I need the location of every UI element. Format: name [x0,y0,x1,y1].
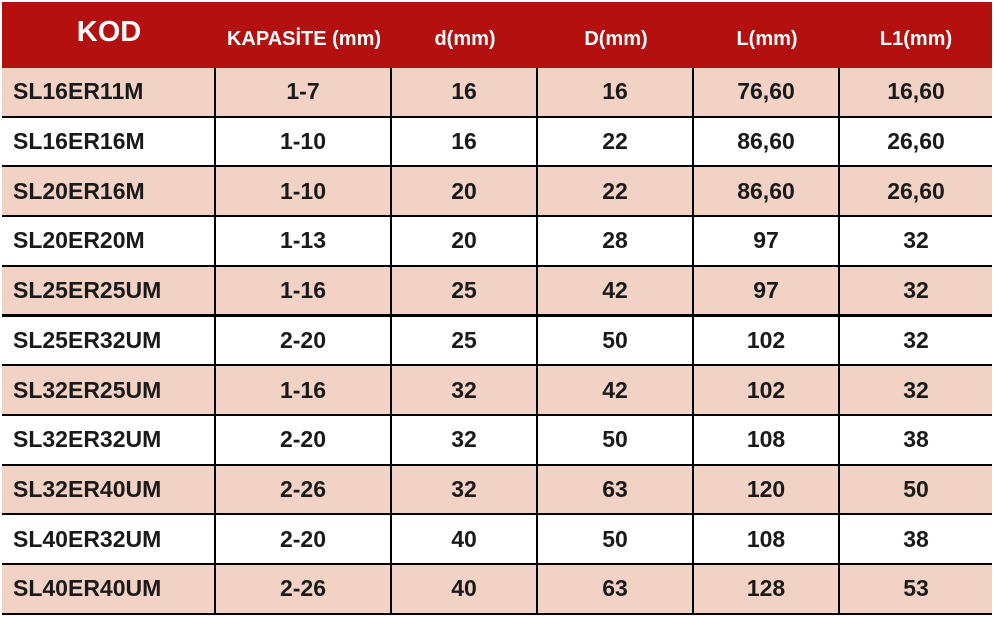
cell-L1: 26,60 [840,167,992,215]
cell-L1: 32 [840,317,992,365]
cell-code: SL40ER32UM [2,515,214,563]
cell-L1: 26,60 [840,118,992,166]
cell-L: 76,60 [694,68,838,116]
cell-D: 50 [538,416,692,464]
cell-L: 86,60 [694,167,838,215]
table-row [2,366,992,416]
cell-L1: 16,60 [840,68,992,116]
cell-code: SL25ER25UM [2,267,214,315]
cell-kapasite: 1-10 [216,167,390,215]
cell-L1: 50 [840,466,992,514]
cell-code: SL20ER20M [2,217,214,265]
cell-L1: 38 [840,416,992,464]
cell-d: 40 [392,515,536,563]
header-D: D(mm) [584,27,648,50]
cell-code: SL32ER32UM [2,416,214,464]
cell-kapasite: 1-16 [216,267,390,315]
cell-L: 97 [694,267,838,315]
cell-kapasite: 1-13 [216,217,390,265]
cell-kapasite: 2-26 [216,466,390,514]
header-L: L(mm) [736,27,798,50]
table-row [2,565,992,615]
cell-kapasite: 2-20 [216,416,390,464]
cell-d: 32 [392,466,536,514]
header-kapasite: KAPASİTE (mm) [226,27,382,50]
cell-code: SL16ER11M [2,68,214,116]
cell-L: 108 [694,515,838,563]
cell-kapasite: 2-26 [216,565,390,613]
cell-L1: 32 [840,267,992,315]
table-row [2,416,992,466]
cell-L: 108 [694,416,838,464]
cell-D: 63 [538,466,692,514]
cell-d: 16 [392,118,536,166]
table-row [2,217,992,267]
cell-D: 16 [538,68,692,116]
table-row [2,118,992,168]
table-row [2,515,992,565]
table-header [2,2,992,68]
cell-D: 22 [538,118,692,166]
table-row [2,317,992,367]
cell-kapasite: 2-20 [216,317,390,365]
cell-D: 50 [538,515,692,563]
cell-d: 25 [392,267,536,315]
cell-kapasite: 1-7 [216,68,390,116]
cell-D: 63 [538,565,692,613]
cell-d: 16 [392,68,536,116]
cell-d: 32 [392,416,536,464]
cell-L: 128 [694,565,838,613]
cell-L1: 53 [840,565,992,613]
cell-code: SL32ER40UM [2,466,214,514]
cell-D: 50 [538,317,692,365]
cell-L1: 32 [840,217,992,265]
cell-kapasite: 1-10 [216,118,390,166]
cell-d: 20 [392,167,536,215]
header-L1: L1(mm) [879,27,953,50]
table-row [2,466,992,516]
cell-d: 20 [392,217,536,265]
cell-code: SL16ER16M [2,118,214,166]
cell-d: 25 [392,317,536,365]
spec-table [2,2,992,615]
cell-d: 40 [392,565,536,613]
cell-D: 42 [538,366,692,414]
cell-L1: 38 [840,515,992,563]
cell-kapasite: 2-20 [216,515,390,563]
table-row [2,267,992,317]
table-row [2,167,992,217]
cell-code: SL25ER32UM [2,317,214,365]
cell-L: 86,60 [694,118,838,166]
cell-D: 28 [538,217,692,265]
cell-kapasite: 1-16 [216,366,390,414]
cell-D: 42 [538,267,692,315]
cell-code: SL32ER25UM [2,366,214,414]
cell-D: 22 [538,167,692,215]
cell-code: SL40ER40UM [2,565,214,613]
cell-d: 32 [392,366,536,414]
cell-L: 120 [694,466,838,514]
cell-code: SL20ER16M [2,167,214,215]
cell-L1: 32 [840,366,992,414]
header-d: d(mm) [434,27,496,50]
cell-L: 102 [694,366,838,414]
table-row [2,68,992,118]
cell-L: 97 [694,217,838,265]
cell-L: 102 [694,317,838,365]
header-kod: KOD [76,15,142,48]
